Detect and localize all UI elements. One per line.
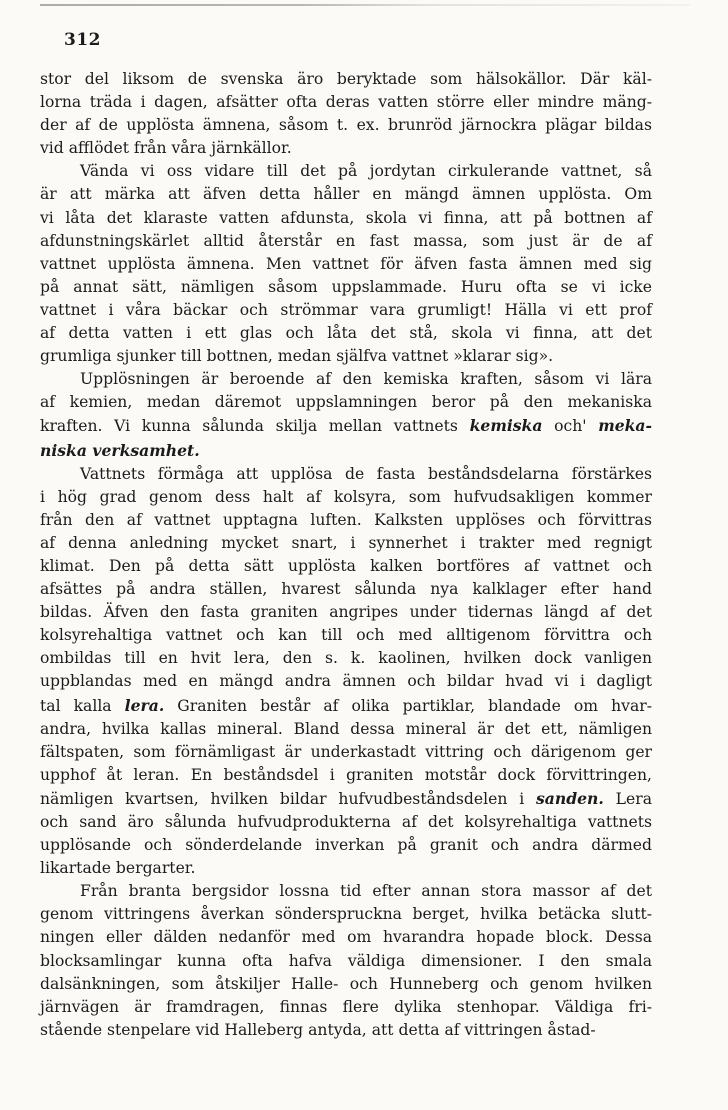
text-line [40, 811, 652, 834]
text-segment: af detta vatten i ett glas och låta det stå, skola vi finna, att det [40, 324, 652, 343]
text-line [40, 555, 652, 578]
text-line [40, 137, 652, 160]
text-line [40, 903, 652, 926]
text-segment: upplösande och sönderdelande inverkan på granit och andra därmed [40, 836, 652, 855]
text-line [40, 276, 652, 299]
text-line [40, 183, 652, 206]
text-line [40, 973, 652, 996]
emphasized-term: kemiska [469, 416, 543, 436]
text-line [40, 1019, 652, 1042]
text-segment: på annat sätt, nämligen såsom uppslammade. Huru ofta se vi icke [40, 277, 652, 296]
text-line [40, 926, 652, 949]
text-segment: kraften. Vi kunna sålunda skilja mellan vattnets [40, 417, 470, 436]
paragraph [40, 160, 652, 368]
text-segment: vattnet upplösta ämnena. Men vattnet för äfven fasta ämnen med sig [40, 254, 652, 273]
text-line [40, 741, 652, 764]
text-segment: är att märka att äfven detta håller en mängd ämnen upplösta. Om [40, 185, 652, 204]
text-line [40, 414, 652, 438]
text-segment: Graniten består af olika partiklar, blandade om hvar- [164, 696, 653, 715]
text-segment: tal kalla [40, 696, 125, 715]
paragraph [40, 880, 652, 1042]
text-segment: af denna anledning mycket snart, i synnerhet i trakter med regnigt [40, 533, 652, 552]
paragraph [40, 68, 652, 160]
text-segment: järnvägen är framdragen, finnas flere dylika stenhopar. Väldiga fri- [40, 997, 652, 1016]
text-segment: uppblandas med en mängd andra ämnen och bildar hvad vi i dagligt [40, 672, 652, 691]
text-segment: likartade bergarter. [40, 859, 196, 878]
text-segment: upphof åt leran. En beståndsdel i graniten motstår dock förvittringen, [40, 765, 652, 784]
text-line [40, 509, 652, 532]
text-line [40, 368, 652, 391]
text-line [40, 160, 652, 183]
text-line [40, 253, 652, 276]
text-line [40, 718, 652, 741]
text-segment: afdunstningskärlet alltid återstår en fast massa, som just är de af [40, 231, 652, 250]
text-line [40, 787, 652, 811]
text-line [40, 391, 652, 414]
text-line [40, 322, 652, 345]
text-line [40, 68, 652, 91]
body-text [40, 68, 652, 1042]
text-segment: dalsänkningen, som åtskiljer Halle- och Hunneberg och genom hvilken [40, 974, 652, 993]
paragraph [40, 463, 652, 881]
text-segment: stor del liksom de svenska äro beryktade som hälsokällor. Där käl- [40, 70, 652, 88]
text-segment: och' [542, 417, 599, 436]
text-segment: Från branta bergsidor lossna tid efter annan stora massor af det [80, 882, 652, 901]
text-line [40, 230, 652, 253]
text-line [40, 578, 652, 601]
text-segment: vattnet i våra bäckar och strömmar vara grumligt! Hälla vi ett prof [40, 300, 652, 319]
text-line [40, 114, 652, 137]
text-line [40, 463, 652, 486]
text-segment: ningen eller dälden nedanför med om hvarandra hopade block. Dessa [40, 928, 652, 947]
text-segment: blocksamlingar kunna ofta hafva väldiga dimensioner. I den smala [40, 951, 652, 970]
text-segment: andra, hvilka kallas mineral. Bland dessa mineral är det ett, nämligen [40, 719, 652, 738]
emphasized-term: meka- [598, 416, 653, 436]
text-line [40, 486, 652, 509]
text-line [40, 950, 652, 973]
text-line [40, 880, 652, 903]
text-line [40, 532, 652, 555]
text-segment: genom vittringens åverkan sönderspruckna berget, hvilka betäcka slutt- [40, 905, 652, 924]
text-segment: lorna träda i dagen, afsätter ofta deras vatten större eller mindre mäng- [40, 93, 652, 112]
text-line [40, 834, 652, 857]
top-edge-rule [40, 4, 690, 6]
text-line [40, 670, 652, 693]
text-line [40, 694, 652, 718]
text-segment: kolsyrehaltiga vattnet och kan till och med alltigenom förvittra och [40, 626, 652, 645]
paragraph [40, 368, 652, 462]
text-line [40, 764, 652, 787]
text-segment: i hög grad genom dess halt af kolsyra, som hufvudsakligen kommer [40, 487, 652, 506]
emphasized-term: niska verksamhet. [40, 440, 200, 460]
text-line [40, 91, 652, 114]
text-segment: från den af vattnet upptagna luften. Kalksten upplöses och förvittras [40, 510, 652, 529]
emphasized-term: lera. [124, 695, 165, 715]
text-segment: nämligen kvartsen, hvilken bildar hufvudbeståndsdelen i [40, 789, 537, 808]
text-segment: Vända vi oss vidare till det på jordytan cirkulerande vattnet, så [80, 162, 652, 181]
text-segment: af kemien, medan däremot uppslamningen beror på den mekaniska [40, 393, 652, 412]
text-segment: der af de upplösta ämnena, såsom t. ex. brunröd järnockra plägar bildas [40, 116, 652, 135]
text-line [40, 996, 652, 1019]
page-number: 312 [64, 30, 101, 50]
text-segment: Lera [603, 789, 652, 808]
text-line [40, 624, 652, 647]
text-segment: ombildas till en hvit lera, den s. k. kaolinen, hvilken dock vanligen [40, 649, 652, 668]
text-segment: afsättes på andra ställen, hvarest sålunda nya kalklager efter hand [40, 580, 652, 599]
text-segment: Vattnets förmåga att upplösa de fasta beståndsdelarna förstärkes [80, 464, 652, 483]
text-line [40, 345, 652, 368]
text-segment: vi låta det klaraste vatten afdunsta, skola vi finna, att på bottnen af [40, 208, 652, 227]
text-line [40, 207, 652, 230]
text-segment: grumliga sjunker till bottnen, medan själfva vattnet »klarar sig». [40, 347, 554, 366]
emphasized-term: sanden. [536, 788, 604, 808]
text-segment: klimat. Den på detta sätt upplösta kalken bortföres af vattnet och [40, 556, 652, 575]
text-line [40, 857, 652, 880]
text-segment: och sand äro sålunda hufvudprodukterna af det kolsyrehaltiga vattnets [40, 813, 652, 831]
text-line [40, 299, 652, 322]
text-segment: vid afflödet från våra järnkällor. [40, 139, 292, 158]
text-line [40, 647, 652, 670]
text-line [40, 439, 652, 463]
text-segment: stående stenpelare vid Halleberg antyda, att detta af vittringen åstad- [40, 1020, 596, 1039]
text-segment: Upplösningen är beroende af den kemiska kraften, såsom vi lära [80, 370, 652, 389]
text-segment: bildas. Äfven den fasta graniten angripes under tidernas längd af det [40, 603, 652, 622]
text-line [40, 601, 652, 624]
text-segment: fältspaten, som förnämligast är underkastadt vittring och därigenom ger [40, 742, 652, 761]
